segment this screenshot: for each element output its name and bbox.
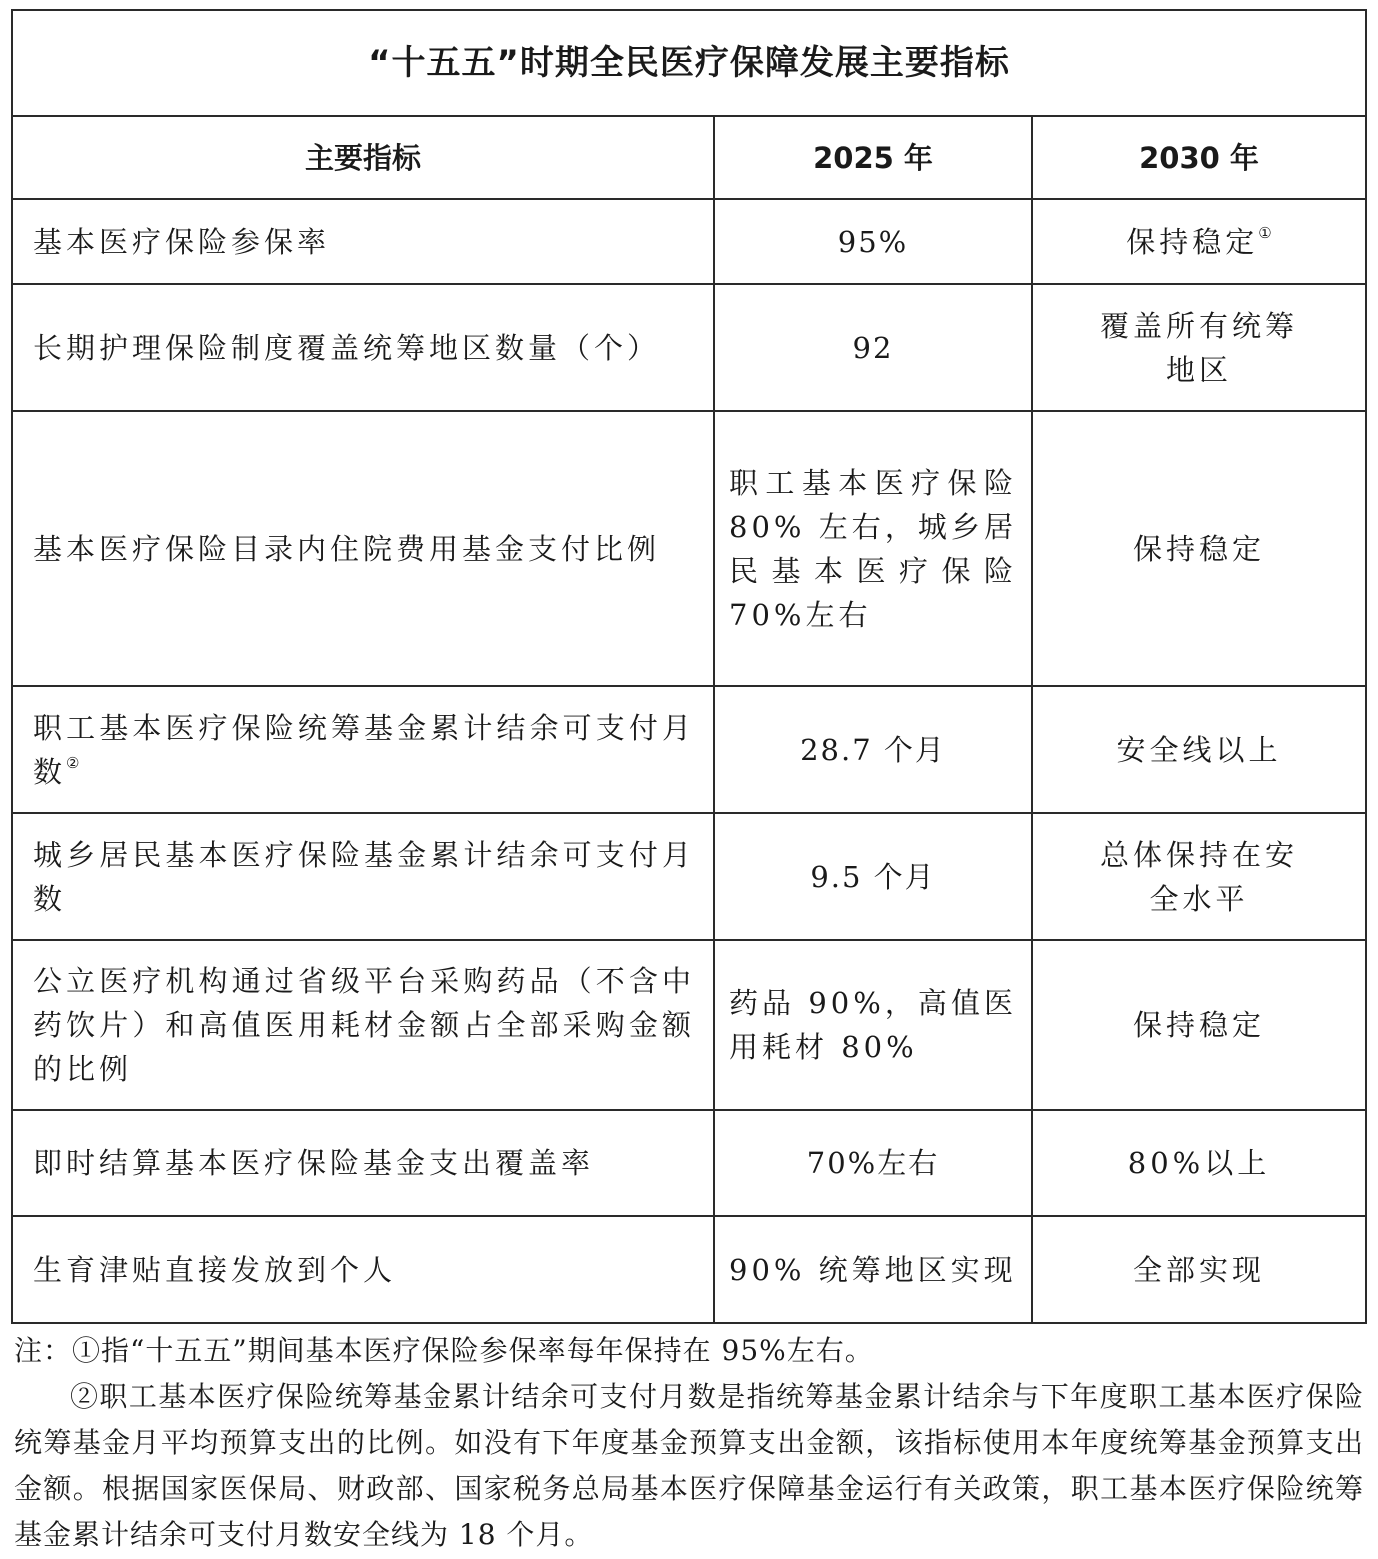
indicator-text: 长期护理保险制度覆盖统筹地区数量（个） xyxy=(33,330,661,365)
value-2025-cell: 28.7 个月 xyxy=(714,686,1032,813)
indicator-cell xyxy=(12,1216,714,1323)
indicator-text: 基本医疗保险目录内住院费用基金支付比例 xyxy=(33,531,661,566)
value-2025-cell: 70%左右 xyxy=(714,1110,1032,1216)
table-row xyxy=(12,686,1366,813)
header-row xyxy=(12,116,1366,199)
indicator-cell xyxy=(12,686,714,813)
value-2030-cell xyxy=(1032,284,1366,411)
indicator-cell xyxy=(12,813,714,940)
indicator-cell xyxy=(12,411,714,686)
value-2025-cell: 9.5 个月 xyxy=(714,813,1032,940)
value-2030-cell xyxy=(1032,813,1366,940)
title-row xyxy=(12,10,1366,116)
indicator-text: 职工基本医疗保险统筹基金累计结余可支付月数 xyxy=(33,710,695,789)
value-2030-text: 覆盖所有统筹地区 xyxy=(1100,308,1299,387)
indicator-text: 基本医疗保险参保率 xyxy=(33,224,331,259)
indicator-text: 公立医疗机构通过省级平台采购药品（不含中药饮片）和高值医用耗材金额占全部采购金额的比例 xyxy=(33,964,695,1086)
value-2030-cell xyxy=(1032,411,1366,686)
value-2025-cell: 职工基本医疗保险 80% 左右，城乡居民基本医疗保险 70%左右 xyxy=(714,411,1032,686)
value-2025-cell: 95% xyxy=(714,199,1032,284)
indicator-cell xyxy=(12,940,714,1110)
value-2030-cell xyxy=(1032,199,1366,284)
value-2030-cell xyxy=(1032,1110,1366,1216)
footnote-marker: ① xyxy=(1258,223,1272,242)
footnote-2: ②职工基本医疗保险统筹基金累计结余可支付月数是指统筹基金累计结余与下年度职工基本医疗保险统筹基金月平均预算支出的比例。如没有下年度基金预算支出金额，该指标使用本年度统筹基金预算支出金额。根据国家医保局、财政部、国家税务总局基本医疗保障基金运行有关政策，职工基本医疗保险统筹基金累计结余可支付月数安全线为 18 个月。 xyxy=(14,1380,1364,1551)
header-2025: 2025 年 xyxy=(714,116,1032,199)
value-2030-text: 总体保持在安全水平 xyxy=(1100,837,1299,916)
indicator-cell xyxy=(12,284,714,411)
indicator-cell xyxy=(12,199,714,284)
indicator-table xyxy=(11,9,1367,1324)
value-2030-cell xyxy=(1032,686,1366,813)
value-2030-text: 80%以上 xyxy=(1127,1146,1271,1180)
value-2025-cell: 92 xyxy=(714,284,1032,411)
table-title: “十五五”时期全民医疗保障发展主要指标 xyxy=(12,10,1366,116)
table-row xyxy=(12,1216,1366,1323)
value-2025-cell: 药品 90%，高值医用耗材 80% xyxy=(714,940,1032,1110)
indicator-cell xyxy=(12,1110,714,1216)
value-2030-cell xyxy=(1032,940,1366,1110)
footnotes xyxy=(14,1328,1364,1558)
indicator-text: 生育津贴直接发放到个人 xyxy=(33,1252,397,1287)
value-2030-text: 保持稳定 xyxy=(1133,531,1266,566)
table-row xyxy=(12,813,1366,940)
table-row xyxy=(12,1110,1366,1216)
header-2030: 2030 年 xyxy=(1032,116,1366,199)
table-row xyxy=(12,284,1366,411)
footnote-1: 注：①指“十五五”期间基本医疗保险参保率每年保持在 95%左右。 xyxy=(14,1334,874,1367)
indicator-text: 即时结算基本医疗保险基金支出覆盖率 xyxy=(33,1146,595,1180)
header-indicator: 主要指标 xyxy=(12,116,714,199)
value-2030-cell xyxy=(1032,1216,1366,1323)
table-row xyxy=(12,411,1366,686)
value-2030-text: 安全线以上 xyxy=(1116,732,1282,767)
value-2025-cell: 90% 统筹地区实现 xyxy=(714,1216,1032,1323)
indicator-text: 城乡居民基本医疗保险基金累计结余可支付月数 xyxy=(33,837,695,916)
value-2030-text: 保持稳定 xyxy=(1126,224,1259,259)
table-row xyxy=(12,940,1366,1110)
value-2030-text: 保持稳定 xyxy=(1133,1008,1266,1042)
table-row xyxy=(12,199,1366,284)
value-2030-text: 全部实现 xyxy=(1133,1252,1266,1287)
footnote-marker: ② xyxy=(66,753,80,772)
